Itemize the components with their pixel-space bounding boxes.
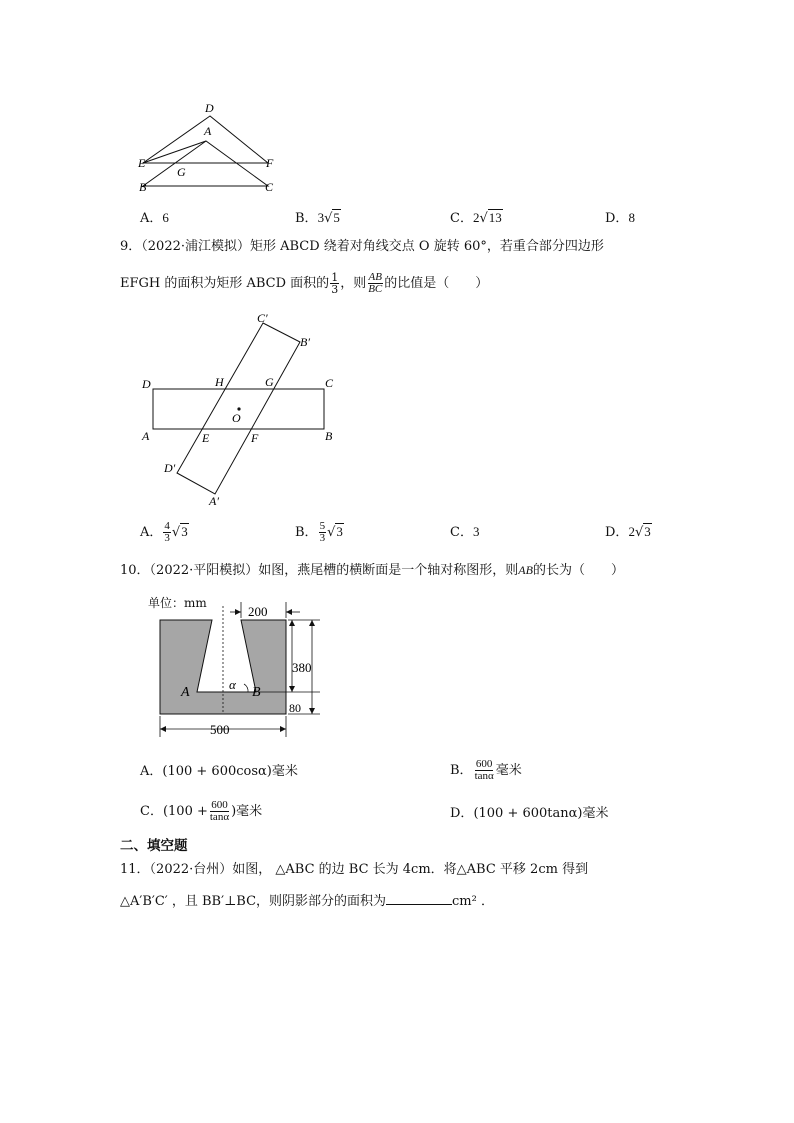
label-b: B (325, 429, 333, 443)
q10-option-b[interactable]: B． $\frac{600}{\tan\alpha}$ 毫米 (450, 758, 522, 782)
label-d: D (205, 101, 214, 115)
fraction-ab-bc: $\frac{AB}{BC}$ (368, 271, 383, 295)
q11-line1: 11．（2022·台州）如图， △ABC 的边 BC 长为 4cm．将△ABC 平移 2cm 得到 (120, 862, 589, 877)
q8-option-c[interactable]: C．2√13 (450, 210, 502, 226)
dim-200: 200 (248, 604, 268, 619)
q8-option-b[interactable]: B．3√5 (295, 210, 340, 226)
label-e: E (202, 431, 210, 445)
answer-blank[interactable] (386, 892, 452, 905)
label-a: A (204, 124, 212, 138)
angle-alpha-arc (244, 684, 248, 692)
label-f: F (266, 156, 274, 170)
label-e: E (138, 156, 146, 170)
q8-option-a[interactable]: A．6 (140, 210, 169, 226)
unit-label: 单位：mm (148, 596, 207, 610)
figure-q8 (130, 98, 290, 198)
label-o: O (232, 411, 241, 425)
q10-line1: 10．（2022·平阳模拟）如图，燕尾槽的横断面是一个轴对称图形，则AB的长为（ ） (120, 563, 624, 578)
q9-option-b[interactable]: B． $\frac{5}{3}$ √3 (295, 520, 343, 544)
dim-500: 500 (210, 722, 230, 737)
q11-line2: △A′B′C′ ，且 BB′⊥BC，则阴影部分的面积为 cm² ． (120, 894, 495, 909)
q8-option-d[interactable]: D．8 (605, 210, 635, 226)
q9-option-c[interactable]: C．3 (450, 524, 480, 540)
sqrt-sign: √ (327, 525, 336, 540)
q10-option-c[interactable]: C．(100 + $\frac{600}{\tan\alpha}$ )毫米 (140, 799, 263, 823)
q9-option-d[interactable]: D．2√3 (605, 524, 651, 540)
label-h: H (215, 375, 224, 389)
sqrt-sign: √ (479, 211, 488, 226)
label-g: G (265, 375, 274, 389)
q9-option-a[interactable]: A． $\frac{4}{3}$ √3 (140, 520, 188, 544)
label-d-prime: D′ (164, 461, 176, 475)
label-d: D (142, 377, 151, 391)
label-alpha: α (229, 677, 236, 692)
fraction-one-third: $\frac{1}{3}$ (331, 271, 339, 296)
figure-q10 (140, 592, 360, 742)
q9-line2: EFGH 的面积为矩形 ABCD 面积的 $\frac{1}{3}$ ，则 $\frac{AB}{BC}$ 的比值是（ ） (120, 271, 489, 296)
label-b-prime: B′ (300, 335, 310, 349)
label-c-prime: C′ (257, 311, 268, 325)
label-a: A (142, 429, 150, 443)
label-c: C (325, 376, 334, 390)
label-g: G (177, 165, 186, 179)
sqrt-sign: √ (634, 525, 644, 540)
label-b: B (139, 180, 147, 194)
dim-380: 380 (292, 660, 312, 675)
label-b: B (252, 685, 261, 700)
label-f: F (251, 431, 259, 445)
q10-option-a[interactable]: A．(100 + 600cosα)毫米 (140, 764, 298, 779)
segment-ea (143, 141, 206, 163)
label-c: C (265, 180, 274, 194)
figure-q9 (135, 310, 355, 508)
label-a-prime: A′ (209, 494, 219, 508)
dim-80: 80 (289, 701, 301, 715)
q10-option-d[interactable]: D．(100 + 600tanα)毫米 (450, 806, 609, 821)
section-heading: 二、填空题 (120, 838, 188, 854)
sqrt-sign: √ (171, 525, 181, 540)
label-a: A (181, 685, 190, 700)
q9-line1: 9．（2022·浦江模拟）矩形 ABCD 绕着对角线交点 O 旋转 60°，若重合部分四边形 (120, 239, 604, 254)
sqrt-sign: √ (324, 211, 333, 226)
